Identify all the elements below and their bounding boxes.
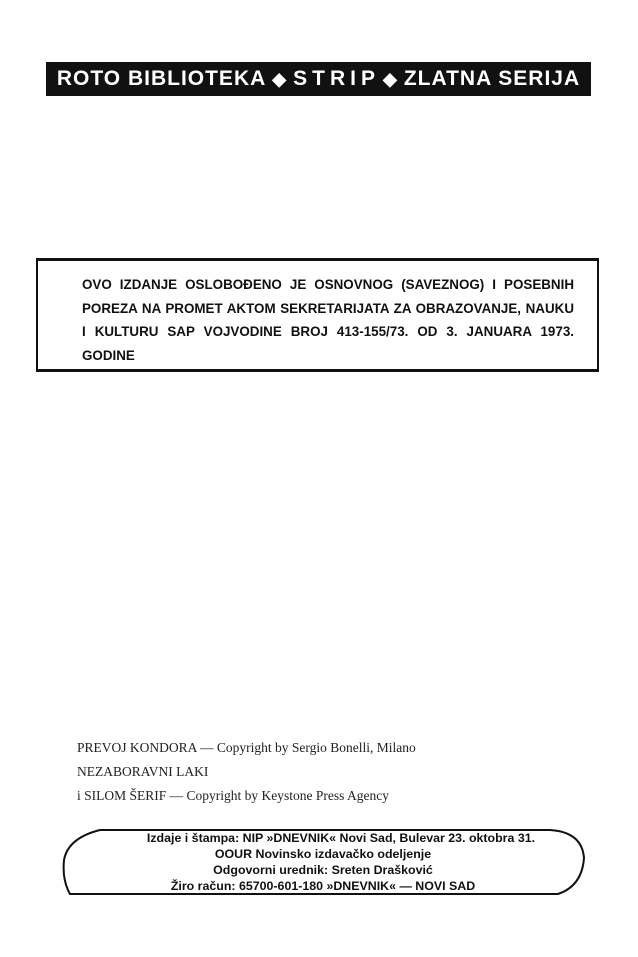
imprint-publisher-line: Izdaje i štampa: NIP »DNEVNIK« Novi Sad, Bulevar 23. oktobra 31. (146, 831, 536, 845)
diamond-icon: ◆ (382, 68, 398, 89)
imprint-editor-line: Odgovorni urednik: Sreten Drašković (213, 863, 433, 877)
banner-zlatna-serija: ZLATNA SERIJA (403, 67, 581, 90)
imprint-account-line: Žiro račun: 65700-601-180 »DNEVNIK« — NOVI SAD (170, 879, 476, 893)
credit-line-nezaboravni-laki: NEZABORAVNI LAKI (77, 764, 209, 779)
credit-line-silom-serif: i SILOM ŠERIF — Copyright by Keystone Press Agency (77, 788, 389, 803)
banner-roto-biblioteka: ROTO BIBLIOTEKA (56, 67, 267, 90)
tax-exemption-notice (36, 258, 599, 372)
diamond-icon: ◆ (272, 68, 288, 89)
series-banner (46, 62, 591, 96)
publisher-imprint (60, 826, 586, 897)
credit-line-prevoj-kondora: PREVOJ KONDORA — Copyright by Sergio Bonelli, Milano (77, 740, 416, 755)
copyright-credits (77, 736, 557, 808)
imprint-department-line: OOUR Novinsko izdavačko odeljenje (214, 847, 432, 861)
tax-exemption-text: OVO IZDANJE OSLOBOĐENO JE OSNOVNOG (SAVEZNOG) I POSEBNIH POREZA NA PROMET AKTOM SEKRETARIJATA ZA OBRAZOVANJE, NAUKU I KULTURU SAP VOJVODINE BROJ 413-155/73. OD 3. JANUARA 1973. GODINE (82, 277, 574, 363)
banner-strip: STRIP (293, 67, 380, 90)
